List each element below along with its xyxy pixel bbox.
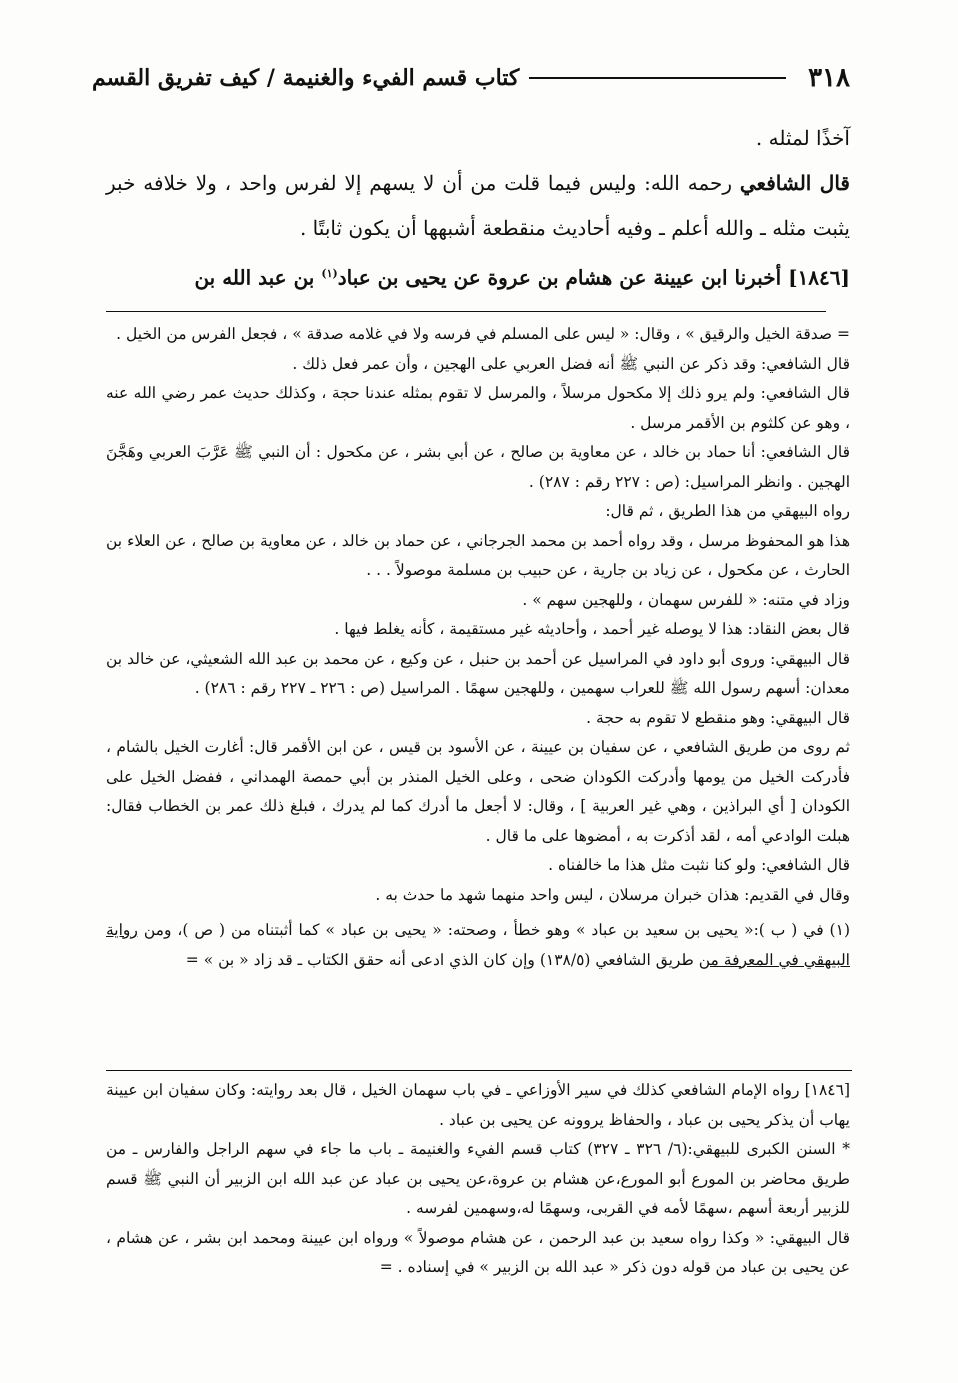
source-note-line: قال البيهقي: « وكذا رواه سعيد بن عبد الرحمن ، عن هشام موصولاً » ورواه ابن عيينة ومحمد ابن بشر ، عن هشام ، عن يحيى بن عباد من قوله دون ذكر « عبد الله بن الزبير » في إسناده . =: [106, 1228, 850, 1276]
footnote-marker: (١): [321, 267, 338, 280]
footnote-line: قال الشافعي: وقد ذكر عن النبي ﷺ أنه فضل العربي على الهجين ، وأن عمر فعل ذلك .: [292, 354, 850, 373]
footnote-line: قال بعض النقاد: هذا لا يوصله غير أحمد ، وأحاديثه غير مستقيمة ، كأنه يغلط فيها .: [334, 620, 850, 638]
page-header: [92, 58, 850, 98]
main-paragraph-1: آخذًا لمثله .: [755, 126, 850, 150]
main-paragraph-2: [106, 161, 850, 251]
footnote-line: قال البيهقي: وروى أبو داود في المراسيل عن أحمد بن حنبل ، عن وكيع ، عن محمد بن عبد الله الشعيثي، عن خالد بن معدان: أسهم رسول الله ﷺ للعراب سهمين ، وللهجين سهمًا . المراسيل (ص : ٢٢٦ ـ ٢٢٧ رقم : ٢٨٦) .: [106, 649, 850, 697]
footnote-line: رواه البيهقي من هذا الطريق ، ثم قال:: [605, 502, 850, 520]
main-paragraph-2-text: رحمه الله: وليس فيما قلت من أن لا يسهم إلا لفرس واحد ، ولا خلافه خبر يثبت مثله ـ والله أعلم ـ وفيه أحاديث منقطعة أشبهها أن يكون ثابتًا .: [106, 171, 850, 240]
footnote-line: قال البيهقي: وهو منقطع لا تقوم به حجة .: [586, 708, 850, 727]
footnotes: [106, 320, 850, 975]
narration-keyword: أخبرنا: [734, 265, 789, 290]
footnote-line: هذا هو المحفوظ مرسل ، وقد رواه أحمد بن محمد الجرجاني ، عن حماد بن خالد ، عن معاوية بن صالح ، عن العلاء بن الحارث ، عن مكحول ، عن زياد بن جارية ، عن حبيب بن مسلمة موصولاً . . .: [106, 531, 850, 579]
footnote-ref-text-b: طريق الشافعي (١٣٨/٥) وإن كان الذي ادعى أنه حقق الكتاب ـ قد زاد « بن » =: [185, 950, 699, 969]
footnote-line: وزاد في متنه: « للفرس سهمان ، وللهجين سهم » .: [522, 590, 850, 609]
source-note-line: * السنن الكبرى للبيهقي:(٦/ ٣٢٦ ـ ٣٢٧) كتاب قسم الفيء والغنيمة ـ باب ما جاء في سهم الراجل والفارس ـ من طريق محاضر بن المورع أبو المورع،عن هشام بن عروة،عن يحيى بن عباد عن عبد الله ابن الزبير أن النبي ﷺ قسم للزبير أربعة أسهم ،سهمًا لأمه في القربى، وسهمًا له،وسهمين لفرسه .: [106, 1140, 850, 1217]
source-note-line: [١٨٤٦] رواه الإمام الشافعي كذلك في سير الأوزاعي ـ في باب سهمان الخيل ، قال بعد روايته: وكان سفيان ابن عيينة يهاب أن يذكر يحيى بن عباد ، والحفاظ يروونه عن يحيى بن عباد .: [106, 1081, 850, 1129]
footnote-line: ثم روى من طريق الشافعي ، عن سفيان بن عيينة ، عن الأسود بن قيس ، عن ابن الأقمر قال: أغارت الخيل بالشام ، فأدركت الخيل من يومها وأدركت الكودان ضحى ، وعلى الخيل المنذر بن أبي حمصة الهمداني ، ففضل الخيل على الكودان [ أي البراذين ، وهي غير العربية ] ، وقال: لا أجعل ما أدرك كما لم يدرك ، فبلغ ذلك عمر بن الخطاب فقال: هبلت الوادعي أمه ، لقد أذكرت به ، أمضوها على ما قال .: [106, 738, 850, 845]
footnote-ref-underlined: رواية البيهقي في المعرفة من: [106, 921, 850, 969]
footnote-line: وقال في القديم: هذان خبران مرسلان ، ليس واحد منهما شهد ما حدث به .: [375, 885, 850, 904]
running-title: كتاب قسم الفيء والغنيمة / كيف تفريق القسم: [92, 65, 520, 91]
header-rule: [529, 77, 786, 79]
footnote-ref-text-a: (١) في ( ب ):« يحيى بن سعيد بن عباد » وهو خطأ ، وصحته: « يحيى بن عباد » كما أثبتناه من ( ص )، ومن: [137, 921, 850, 939]
source-notes: [106, 1076, 850, 1283]
speaker-keyword: قال الشافعي: [739, 171, 850, 195]
footnote-separator: [106, 311, 826, 312]
footnote-separator-2: [106, 1070, 852, 1071]
footnote-line: قال الشافعي: ولم يرو ذلك إلا مكحول مرسلاً ، والمرسل لا تقوم بمثله عندنا حجة ، وكذلك حديث عمر رضي الله عنه ، وهو عن كلثوم بن الأقمر مرسل .: [106, 384, 850, 432]
footnote-line: قال الشافعي: ولو كنا نثبت مثل هذا ما خالفناه .: [548, 856, 850, 874]
page-number: ٣١٨: [808, 63, 850, 93]
footnote-line: قال الشافعي: أنا حماد بن خالد ، عن معاوية بن صالح ، عن أبي بشر ، عن مكحول : أن النبي ﷺ عَرَّبَ العربي وهَجَّنَ الهجين . وانظر المراسيل: (ص : ٢٢٧ رقم : ٢٨٧) .: [106, 443, 850, 491]
isnad-text-b: بن عبد الله بن: [194, 265, 322, 290]
footnote-reference: [106, 916, 850, 975]
isnad-text-a: ابن عيينة عن هشام بن عروة عن يحيى بن عباد: [337, 265, 735, 290]
main-paragraph-3: [106, 251, 850, 301]
main-text: [106, 116, 850, 301]
footnote-line: = صدقة الخيل والرقيق » ، وقال: « ليس على المسلم في فرسه ولا في غلامه صدقة » ، فجعل الفرس من الخيل .: [116, 325, 850, 343]
hadith-number: [١٨٤٦]: [788, 265, 850, 290]
